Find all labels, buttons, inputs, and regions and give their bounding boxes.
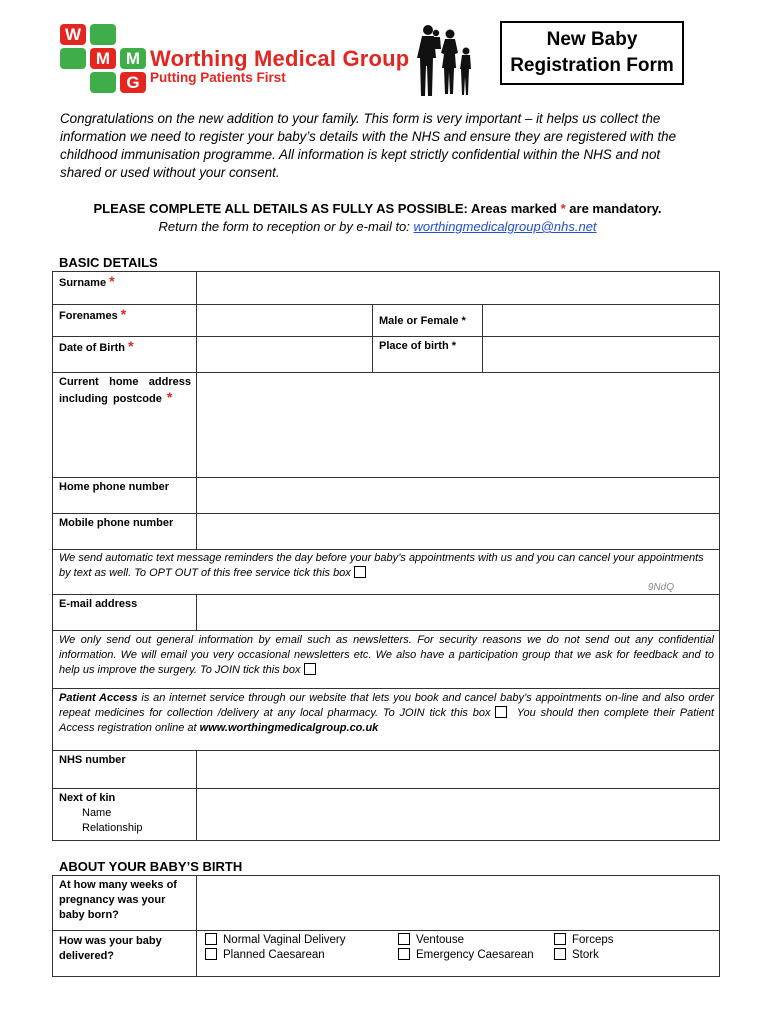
mobile-phone-label: Mobile phone number <box>53 514 197 550</box>
gender-label: Male or Female * <box>373 305 483 337</box>
forenames-label: Forenames * <box>53 305 197 337</box>
home-phone-label: Home phone number <box>53 478 197 514</box>
instructions-line <box>20 201 735 216</box>
return-line <box>20 219 735 234</box>
form-title <box>500 21 684 85</box>
option-normal-vaginal[interactable]: Normal Vaginal Delivery <box>205 933 346 948</box>
email-field[interactable] <box>197 595 720 631</box>
logo-letter-m: M <box>90 48 116 69</box>
return-text: Return the form to reception or by e-mail to: <box>158 219 414 234</box>
next-of-kin-label: Next of kin Name Relationship <box>53 789 197 841</box>
next-of-kin-field[interactable] <box>197 789 720 841</box>
logo-block <box>90 72 116 93</box>
dob-label: Date of Birth * <box>53 337 197 373</box>
email-label: E-mail address <box>53 595 197 631</box>
patient-access-url: www.worthingmedicalgroup.co.uk <box>199 722 379 734</box>
checkbox[interactable] <box>554 933 566 945</box>
weeks-field[interactable] <box>197 876 720 931</box>
basic-details-table <box>52 271 720 841</box>
option-stork[interactable]: Stork <box>554 948 614 963</box>
sms-opt-out-checkbox[interactable] <box>354 566 366 578</box>
delivery-options <box>197 931 720 977</box>
logo-letter-g: G <box>120 72 146 93</box>
form-title-line1: New Baby <box>546 29 638 50</box>
address-field[interactable] <box>197 373 720 478</box>
nok-name-label: Name <box>82 807 112 819</box>
logo-letter-w: W <box>60 24 86 45</box>
checkbox[interactable] <box>398 933 410 945</box>
option-ventouse[interactable]: Ventouse <box>398 933 534 948</box>
intro-paragraph: Congratulations on the new addition to your family. This form is very important – it helps us collect the information we need to register your baby’s details with the NHS and ensure they are registered with the childhood immunisation programme. All information is kept strictly confidential within the NHS and not shared or used without your consent. <box>60 111 677 180</box>
brand-tagline: Putting Patients First <box>150 70 286 85</box>
sms-note: We send automatic text message reminders the day before your baby’s appointments with us and you can cancel your appointments by text as well. To OPT OUT of this free service tick this box 9NdQ <box>53 550 720 595</box>
option-forceps[interactable]: Forceps <box>554 933 614 948</box>
nhs-number-field[interactable] <box>197 751 720 789</box>
form-title-line2: Registration Form <box>510 55 674 76</box>
mandatory-asterisk: * <box>560 201 566 216</box>
checkbox[interactable] <box>554 948 566 960</box>
mobile-phone-field[interactable] <box>197 514 720 550</box>
place-of-birth-field[interactable] <box>483 337 720 373</box>
place-of-birth-label: Place of birth * <box>373 337 483 373</box>
address-label: Current home address including postcode * <box>53 373 197 478</box>
checkbox[interactable] <box>205 948 217 960</box>
weeks-question-label: At how many weeks of pregnancy was your baby born? <box>53 876 197 931</box>
section-heading-basic: BASIC DETAILS <box>59 255 158 270</box>
delivery-question-label: How was your baby delivered? <box>53 931 197 977</box>
checkbox[interactable] <box>205 933 217 945</box>
patient-access-title: Patient Access <box>59 692 138 704</box>
instructions-text-end: are mandatory. <box>565 201 662 216</box>
section-heading-birth: ABOUT YOUR BABY’S BIRTH <box>59 859 243 874</box>
option-emergency-caesarean[interactable]: Emergency Caesarean <box>398 948 534 963</box>
patient-access-checkbox[interactable] <box>495 706 507 718</box>
logo <box>60 24 420 92</box>
instructions-text: PLEASE COMPLETE ALL DETAILS AS FULLY AS POSSIBLE: Areas marked <box>93 201 561 216</box>
brand-name: Worthing Medical Group <box>150 46 410 71</box>
logo-letter-m: M <box>120 48 146 69</box>
logo-block <box>60 48 86 69</box>
birth-table <box>52 875 720 977</box>
patient-access-note: Patient Access is an internet service through our website that lets you book and cancel baby’s appointments on-line and also order repeat medicines for collection /delivery at any local pharmacy. To JOIN tick this box You should then complete their Patient Access registration online at www.worthingmedicalgroup.co.uk <box>53 689 720 751</box>
family-silhouette-icon <box>415 22 487 98</box>
home-phone-field[interactable] <box>197 478 720 514</box>
surname-label: Surname * <box>53 272 197 305</box>
dob-field[interactable] <box>197 337 373 373</box>
surname-field[interactable] <box>197 272 720 305</box>
newsletter-join-checkbox[interactable] <box>304 663 316 675</box>
email-note: We only send out general information by email such as newsletters. For security reasons we do not send out any confidential information. We will email you very occasional newsletters etc. We also have a participation group that we ask for feedback and to help us improve the surgery. To JOIN tick this box <box>53 631 720 689</box>
forenames-field[interactable] <box>197 305 373 337</box>
logo-block <box>90 24 116 45</box>
checkbox[interactable] <box>398 948 410 960</box>
sms-code: 9NdQ <box>647 582 674 593</box>
option-planned-caesarean[interactable]: Planned Caesarean <box>205 948 346 963</box>
nok-relationship-label: Relationship <box>82 822 143 834</box>
nhs-number-label: NHS number <box>53 751 197 789</box>
gender-field[interactable] <box>483 305 720 337</box>
email-link[interactable]: worthingmedicalgroup@nhs.net <box>413 219 597 234</box>
